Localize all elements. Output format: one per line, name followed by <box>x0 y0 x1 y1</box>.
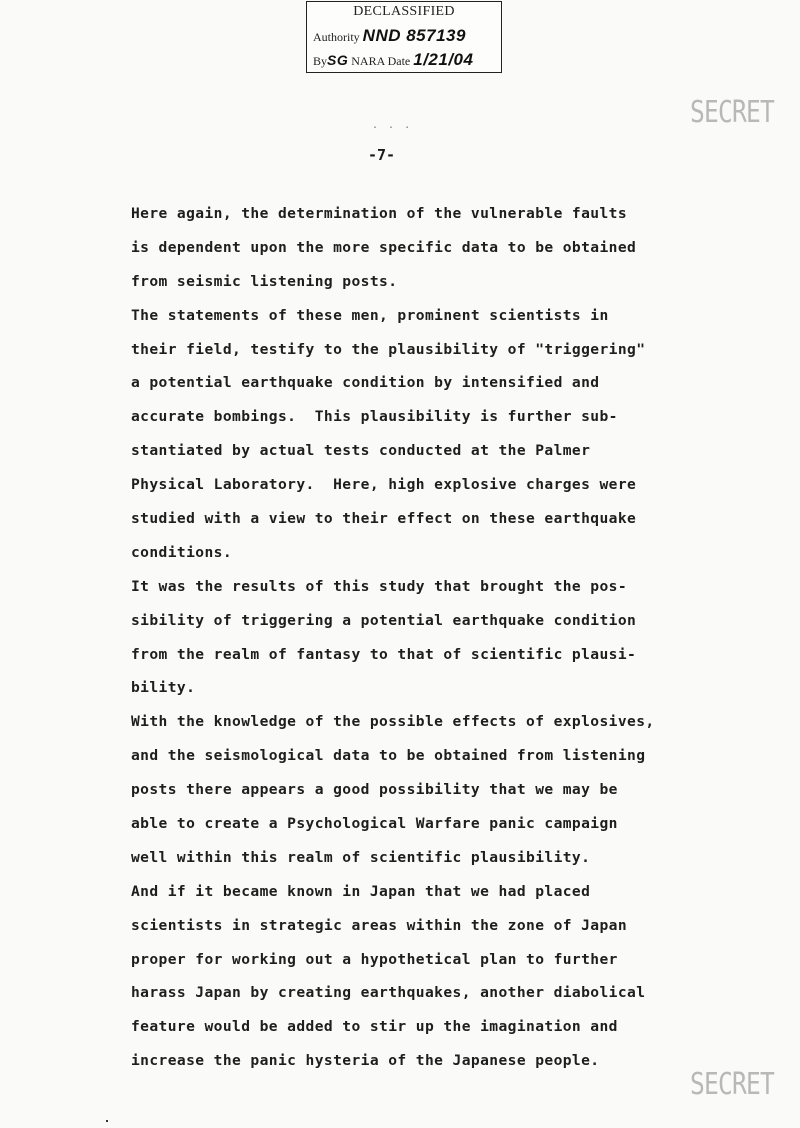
body-line: sibility of triggering a potential earthquake condition <box>131 611 637 629</box>
body-line: studied with a view to their effect on these earthquake <box>131 510 637 528</box>
stamp-by-label: By <box>313 54 328 68</box>
body-line: harass Japan by creating earthquakes, another diabolical <box>131 984 646 1002</box>
stamp-date-label: NARA Date <box>351 54 411 68</box>
body-line: able to create a Psychological Warfare panic campaign <box>131 815 618 833</box>
stamp-title: DECLASSIFIED <box>353 4 455 19</box>
stamp-authority-value: NND 857139 <box>362 26 466 45</box>
declassified-stamp <box>306 1 502 73</box>
body-line: Physical Laboratory. Here, high explosive charges were <box>131 476 637 494</box>
body-line: It was the results of this study that brought the pos- <box>131 577 628 595</box>
secret-classification-top: SECRET <box>690 95 774 130</box>
body-line: scientists in strategic areas within the zone of Japan <box>131 916 628 934</box>
stamp-authority-label: Authority <box>313 30 360 44</box>
stamp-authority-row <box>313 26 466 46</box>
body-line: And if it became known in Japan that we had placed <box>131 882 591 900</box>
body-line: is dependent upon the more specific data to be obtained <box>131 238 637 256</box>
body-line: feature would be added to stir up the imagination and <box>131 1018 618 1036</box>
body-line: The statements of these men, prominent scientists in <box>131 306 609 324</box>
body-line: Here again, the determination of the vulnerable faults <box>131 205 628 222</box>
body-line: accurate bombings. This plausibility is further sub- <box>131 408 618 426</box>
body-line: their field, testify to the plausibility of "triggering" <box>131 340 646 358</box>
body-line: stantiated by actual tests conducted at the Palmer <box>131 442 591 460</box>
scan-speck <box>106 1120 108 1122</box>
stamp-date-value: 1/21/04 <box>413 50 474 69</box>
body-line: and the seismological data to be obtained from listening <box>131 747 646 765</box>
body-line: from the realm of fantasy to that of scientific plausi- <box>131 645 637 663</box>
body-line: a potential earthquake condition by intensified and <box>131 374 600 392</box>
body-line: conditions. <box>131 543 233 561</box>
body-line: increase the panic hysteria of the Japanese people. <box>131 1052 600 1070</box>
body-line: With the knowledge of the possible effects of explosives, <box>131 713 655 731</box>
body-line: from seismic listening posts. <box>131 272 398 290</box>
body-line: proper for working out a hypothetical plan to further <box>131 950 618 968</box>
secret-classification-bottom: SECRET <box>690 1067 774 1102</box>
header-dots: . . . <box>372 120 413 131</box>
body-line: well within this realm of scientific plausibility. <box>131 848 591 866</box>
body-line: posts there appears a good possibility that we may be <box>131 781 618 799</box>
body-line: bility. <box>131 679 196 697</box>
stamp-by-value: SG <box>327 52 349 68</box>
page-number: -7- <box>368 146 396 164</box>
document-body <box>131 197 751 1078</box>
stamp-by-row <box>313 50 473 70</box>
